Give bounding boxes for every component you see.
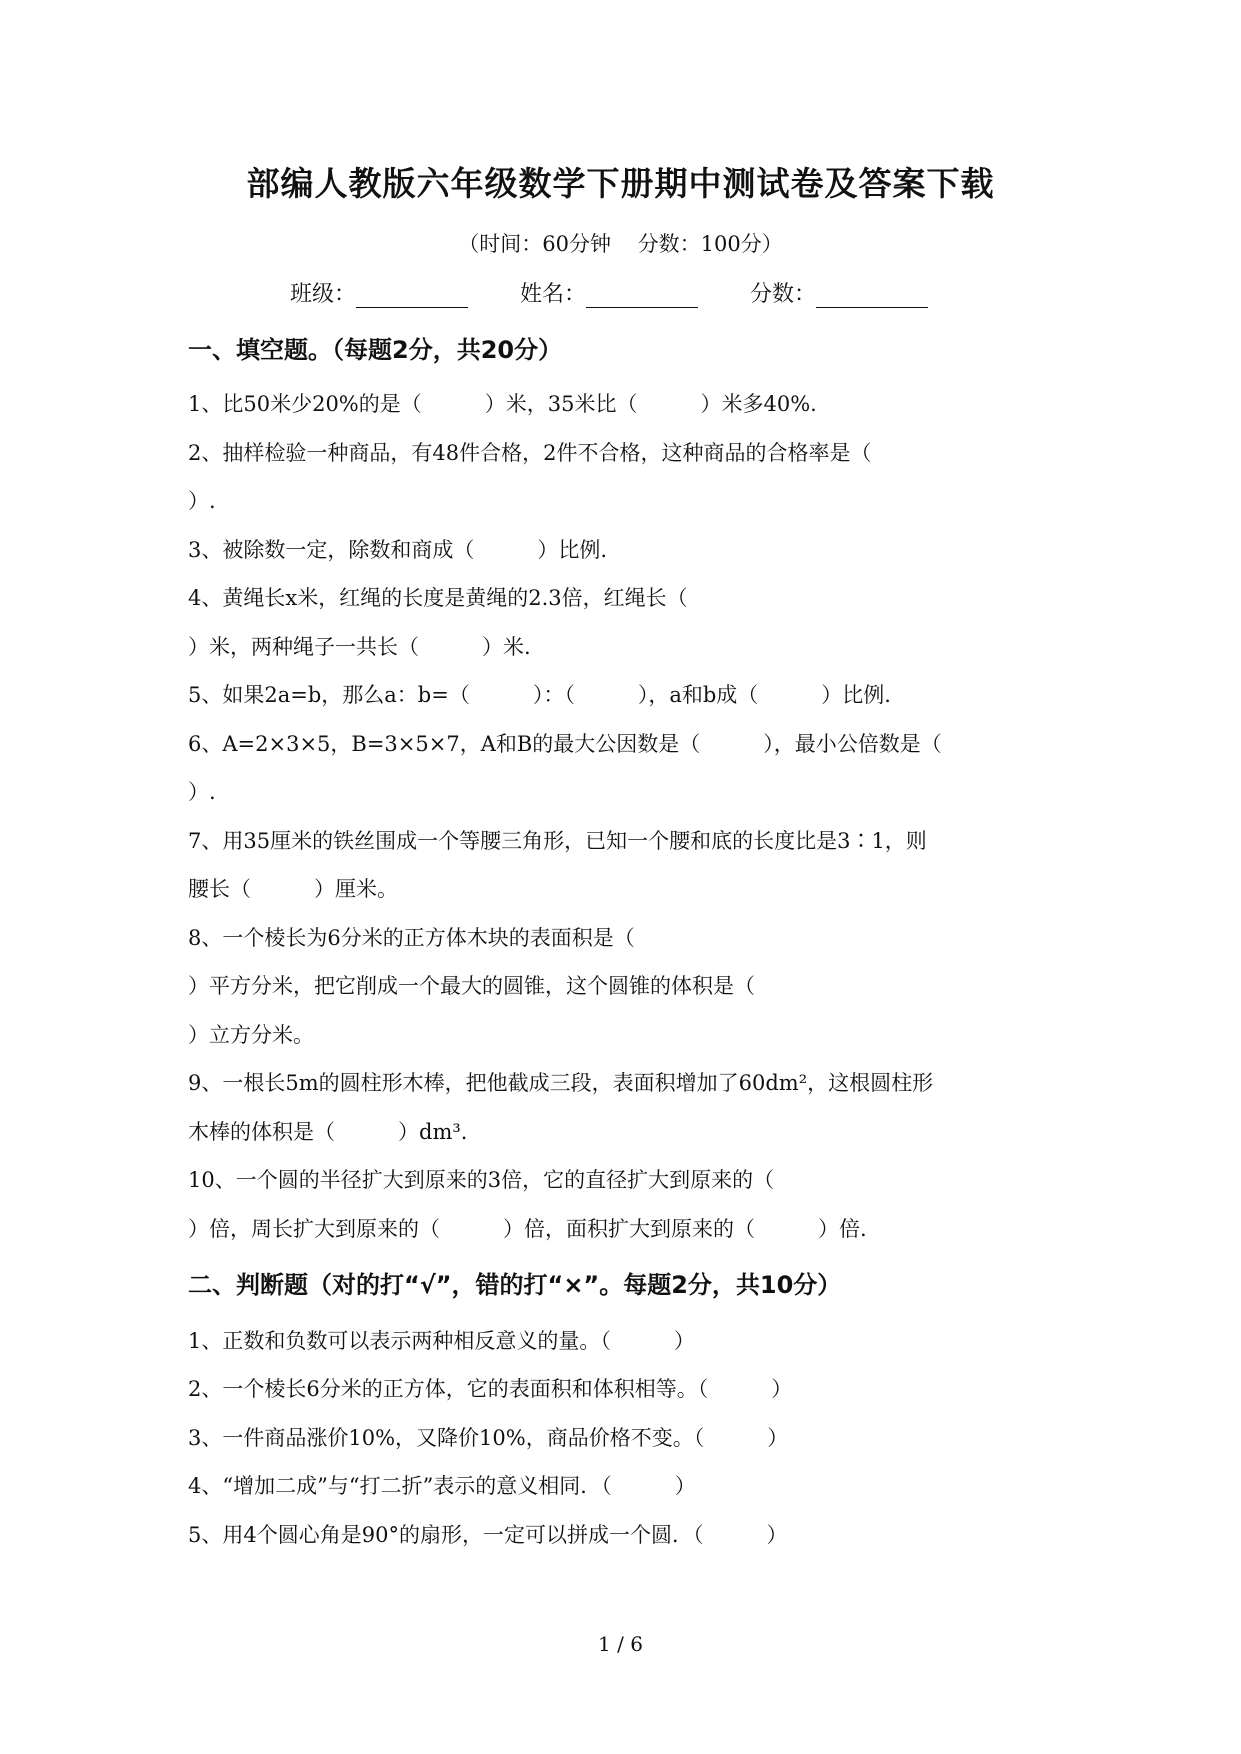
- question-line: 8、一个棱长为6分米的正方体木块的表面积是（: [188, 926, 635, 950]
- name-label: 姓名：: [520, 282, 587, 307]
- question-line: 1、比50米少20%的是（ ）米，35米比（ ）米多40%.: [188, 392, 817, 416]
- question-line: 5、用4个圆心角是90°的扇形，一定可以拼成一个圆．（ ）: [188, 1523, 788, 1547]
- page-number: 1 / 6: [598, 1632, 643, 1656]
- class-field: [290, 277, 520, 308]
- question-line: ）.: [188, 489, 216, 513]
- question-line: 3、一件商品涨价10%，又降价10%，商品价格不变。（ ）: [188, 1426, 789, 1450]
- section-true-false-title: 二、判断题（对的打“√”，错的打“×”。每题2分，共10分）: [188, 1271, 842, 1299]
- question-line: 1、正数和负数可以表示两种相反意义的量。（ ）: [188, 1329, 695, 1353]
- question-line: 腰长（ ）厘米。: [188, 877, 398, 901]
- score-field: [750, 277, 980, 308]
- question-line: 7、用35厘米的铁丝围成一个等腰三角形，已知一个腰和底的长度比是3∶1，则: [188, 829, 927, 853]
- question-line: ）.: [188, 780, 216, 804]
- time-limit: （时间：60分钟: [458, 232, 611, 256]
- question-line: ）平方分米，把它削成一个最大的圆锥，这个圆锥的体积是（: [188, 974, 755, 998]
- score-blank[interactable]: [816, 285, 928, 308]
- question-line: 4、黄绳长x米，红绳的长度是黄绳的2.3倍，红绳长（: [188, 586, 688, 610]
- question-line: 10、一个圆的半径扩大到原来的3倍，它的直径扩大到原来的（: [188, 1168, 775, 1192]
- question-line: 2、一个棱长6分米的正方体，它的表面积和体积相等。（ ）: [188, 1377, 793, 1401]
- class-blank[interactable]: [356, 285, 468, 308]
- page-title: 部编人教版六年级数学下册期中测试卷及答案下载: [246, 164, 995, 203]
- section-fill-blank-title: 一、填空题。（每题2分，共20分）: [188, 336, 563, 364]
- question-line: ）倍，周长扩大到原来的（ ）倍，面积扩大到原来的（ ）倍.: [188, 1217, 867, 1241]
- question-line: 6、A=2×3×5，B=3×5×7，A和B的最大公因数是（ ），最小公倍数是（: [188, 732, 942, 756]
- total-score: 分数：100分）: [637, 232, 783, 256]
- question-line: ）立方分米。: [188, 1023, 314, 1047]
- name-blank[interactable]: [586, 285, 698, 308]
- question-line: 9、一根长5m的圆柱形木棒，把他截成三段，表面积增加了60dm²，这根圆柱形: [188, 1071, 934, 1095]
- question-line: ）米，两种绳子一共长（ ）米.: [188, 635, 531, 659]
- class-label: 班级：: [290, 282, 357, 307]
- question-line: 3、被除数一定，除数和商成（ ）比例.: [188, 538, 608, 562]
- question-line: 5、如果2a=b，那么a：b=（ ）：（ ），a和b成（ ）比例.: [188, 683, 891, 707]
- student-info-row: [290, 277, 980, 308]
- question-line: 木棒的体积是（ ）dm³.: [188, 1120, 468, 1144]
- question-line: 2、抽样检验一种商品，有48件合格，2件不合格，这种商品的合格率是（: [188, 441, 872, 465]
- score-label: 分数：: [750, 282, 817, 307]
- question-line: 4、“增加二成”与“打二折”表示的意义相同．（ ）: [188, 1474, 696, 1498]
- exam-subtitle: [0, 228, 1241, 258]
- name-field: [520, 277, 750, 308]
